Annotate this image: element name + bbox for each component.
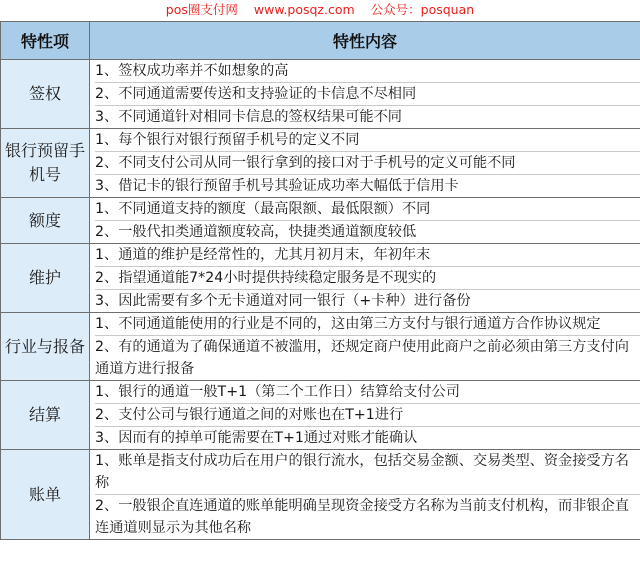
table-row	[1, 381, 640, 450]
content-line: 1、通道的维护是经常性的，尤其月初月末，年初年末	[95, 247, 431, 263]
content-line: 3、因而有的掉单可能需要在T+1通过对账才能确认	[95, 426, 640, 449]
content-line: 2、不同通道需要传送和支持验证的卡信息不尽相同	[95, 82, 640, 105]
content-line: 2、有的通道为了确保通道不被滥用，还规定商户使用此商户之前必须由第三方支付向通道方进行报备	[95, 335, 640, 380]
row-label: 行业与报备	[1, 313, 90, 381]
row-label: 银行预留手机号	[1, 129, 90, 198]
watermark-wechat: 公众号：posquan	[370, 2, 475, 17]
feature-table	[0, 21, 640, 540]
table-row	[1, 313, 640, 381]
row-label: 账单	[1, 450, 90, 540]
content-line: 1、账单是指支付成功后在用户的银行流水，包括交易金额、交易类型、资金接受方名称	[95, 453, 629, 491]
content-line: 1、不同通道能使用的行业是不同的，这由第三方支付与银行通道方合作协议规定	[95, 316, 601, 332]
table-row	[1, 244, 640, 313]
content-line: 3、不同通道针对相同卡信息的签权结果可能不同	[95, 105, 640, 128]
watermark-url: www.posqz.com	[253, 2, 355, 17]
row-label: 维护	[1, 244, 90, 313]
row-label: 额度	[1, 198, 90, 244]
row-content	[90, 244, 640, 313]
content-line: 2、一般代扣类通道额度较高，快捷类通道额度较低	[95, 220, 640, 243]
content-line: 2、指望通道能7*24小时提供持续稳定服务是不现实的	[95, 266, 640, 289]
row-content	[90, 198, 640, 244]
row-content	[90, 129, 640, 198]
row-content	[90, 60, 640, 129]
header-feature-item: 特性项	[1, 22, 90, 60]
content-line: 2、支付公司与银行通道之间的对账也在T+1进行	[95, 403, 640, 426]
row-content	[90, 381, 640, 450]
content-line: 1、每个银行对银行预留手机号的定义不同	[95, 132, 360, 148]
content-line: 1、银行的通道一般T+1（第二个工作日）结算给支付公司	[95, 384, 460, 400]
row-content	[90, 450, 640, 540]
watermark-site: pos圈支付网	[165, 2, 238, 17]
content-line: 3、借记卡的银行预留手机号其验证成功率大幅低于信用卡	[95, 174, 640, 197]
content-line: 1、签权成功率并不如想象的高	[95, 63, 289, 79]
header-row	[1, 22, 640, 60]
content-line: 2、一般银企直连通道的账单能明确呈现资金接受方名称为当前支付机构，而非银企直连通道则显示为其他名称	[95, 494, 640, 539]
content-line: 2、不同支付公司从同一银行拿到的接口对于手机号的定义可能不同	[95, 151, 640, 174]
content-line: 1、不同通道支持的额度（最高限额、最低限额）不同	[95, 201, 431, 217]
content-line: 3、因此需要有多个无卡通道对同一银行（+卡种）进行备份	[95, 289, 640, 312]
table-row	[1, 198, 640, 244]
table-row	[1, 60, 640, 129]
table-row	[1, 129, 640, 198]
table-row	[1, 450, 640, 540]
header-feature-content: 特性内容	[90, 22, 640, 60]
watermark	[0, 3, 640, 17]
row-label: 签权	[1, 60, 90, 129]
row-label: 结算	[1, 381, 90, 450]
row-content	[90, 313, 640, 381]
